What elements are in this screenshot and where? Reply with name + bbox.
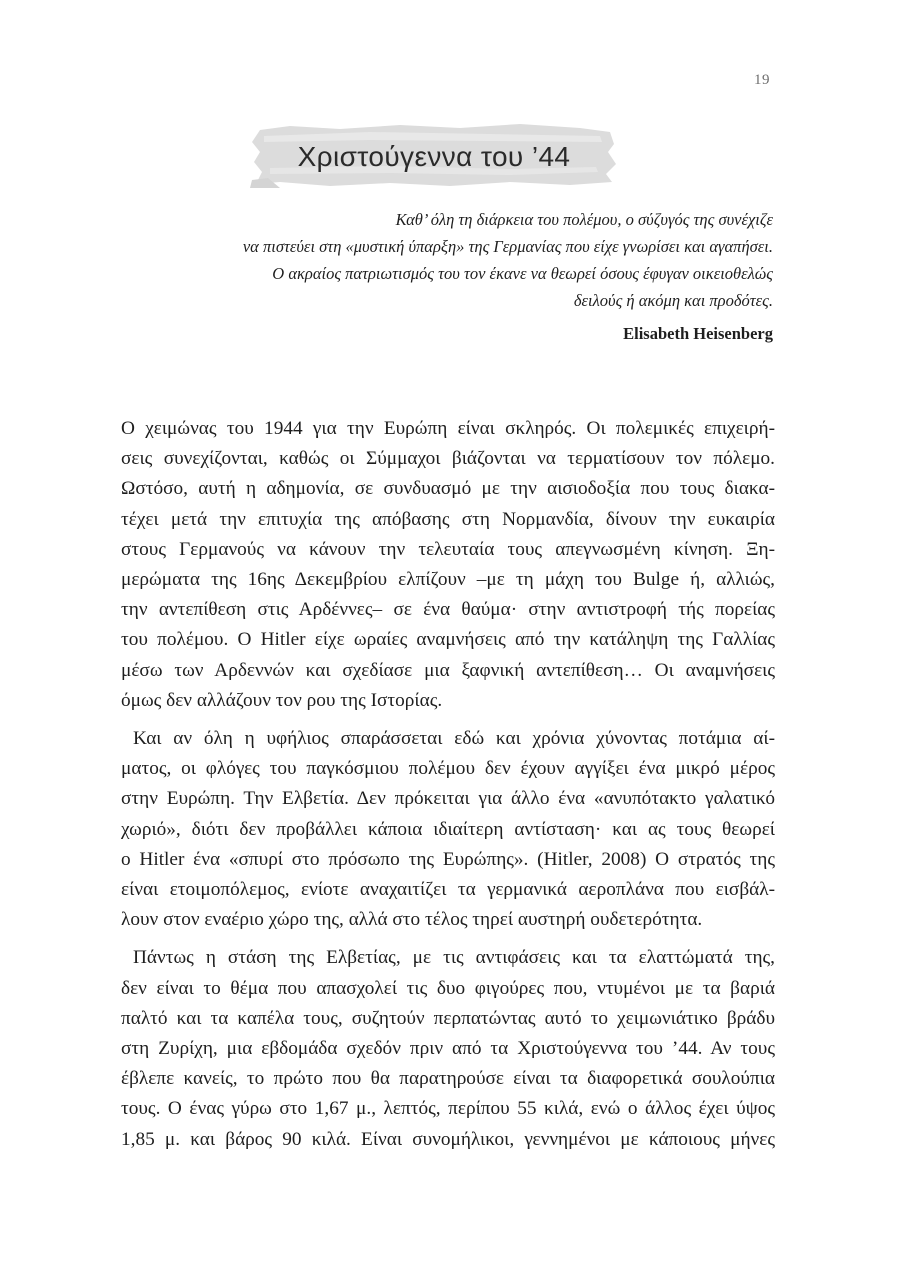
text-line: τους. Ο ένας γύρω στο 1,67 μ., λεπτός, περίπου 55 κιλά, ενώ ο άλλος έχει ύψος — [121, 1098, 775, 1120]
paragraph-1 — [121, 414, 775, 716]
text-line: μερώματα της 16ης Δεκεμβρίου ελπίζουν –με τη μάχη του Bulge ή, αλλιώς, — [121, 569, 775, 591]
text-line: του πολέμου. Ο Hitler είχε ωραίες αναμνήσεις από την κατάληψη της Γαλλίας — [121, 629, 775, 651]
text-line: 1,85 μ. και βάρος 90 κιλά. Είναι συνομήλικοι, γεννημένοι με κάποιους μήνες — [121, 1128, 775, 1150]
text-line: είναι ετοιμοπόλεμος, ενίοτε αναχαιτίζει τα γερμανικά αεροπλάνα που εισβάλ- — [121, 879, 775, 901]
text-line: Πάντως η στάση της Ελβετίας, με τις αντιφάσεις και τα ελαττώματά της, — [133, 947, 775, 969]
text-line: όμως δεν αλλάζουν τον ρου της Ιστορίας. — [121, 689, 443, 711]
text-line: έβλεπε κανείς, το πρώτο που θα παρατηρούσε είναι τα διαφορετικά σουλούπια — [121, 1068, 775, 1090]
text-line: Ωστόσο, αυτή η αδημονία, σε συνδυασμό με την αισιοδοξία που τους διακα- — [121, 478, 775, 500]
text-line: ο Hitler ένα «σπυρί στο πρόσωπο της Ευρώπης». (Hitler, 2008) Ο στρατός της — [121, 848, 775, 870]
text-line: Και αν όλη η υφήλιος σπαράσσεται εδώ και χρόνια χύνοντας ποτάμια αί- — [133, 728, 775, 750]
text-line: δεν είναι το θέμα που απασχολεί τις δυο φιγούρες που, ντυμένοι με τα βαριά — [121, 977, 775, 999]
epigraph — [113, 206, 773, 347]
text-line: Ο χειμώνας του 1944 για την Ευρώπη είναι σκληρός. Οι πολεμικές επιχειρή- — [121, 418, 775, 439]
text-line: ματος, οι φλόγες του παγκόσμιου πολέμου δεν έχουν αγγίξει ένα μικρό μέρος — [121, 758, 775, 780]
text-line: στη Ζυρίχη, μια εβδομάδα σχεδόν πριν από τα Χριστούγεννα του ’44. Αν τους — [121, 1038, 775, 1060]
text-line: την αντεπίθεση στις Αρδέννες– σε ένα θαύμα· στην αντιστροφή τής πορείας — [121, 599, 775, 621]
text-line: στην Ευρώπη. Την Ελβετία. Δεν πρόκειται για άλλο ένα «ανυπότακτο γαλατικό — [121, 788, 775, 810]
text-line: τέχει μετά την επιτυχία της απόβασης στη Νορμανδία, δίνουν την ευκαιρία — [121, 508, 775, 530]
chapter-title: Χριστούγεννα του ’44 — [297, 141, 571, 172]
epigraph-line: Καθ’ όλη τη διάρκεια του πολέμου, ο σύζυγός της συνέχιζε — [395, 210, 773, 229]
body-text — [121, 414, 775, 1163]
page-number: 19 — [754, 72, 770, 88]
epigraph-line: δειλούς ή ακόμη και προδότες. — [573, 291, 773, 310]
epigraph-author: Elisabeth Heisenberg — [623, 324, 773, 343]
epigraph-line: Ο ακραίος πατριωτισμός του τον έκανε να θεωρεί όσους έφυγαν οικειοθελώς — [272, 264, 773, 283]
text-line: σεις συνεχίζονται, καθώς οι Σύμμαχοι βιάζονται να τερματίσουν τον πόλεμο. — [121, 448, 775, 470]
paragraph-3 — [121, 943, 775, 1154]
paragraph-2 — [121, 724, 775, 935]
text-line: λουν στον εναέριο χώρο της, αλλά στο τέλος τηρεί αυστηρή ουδετερότητα. — [121, 909, 703, 931]
text-line: μέσω των Αρδεννών και σχεδίασε μια ξαφνική αντεπίθεση… Οι αναμνήσεις — [121, 659, 775, 681]
text-line: παλτό και τα καπέλα τους, συζητούν περπατώντας αυτό το χειμωνιάτικο βράδυ — [121, 1007, 775, 1029]
text-line: στους Γερμανούς να κάνουν την τελευταία τους απεγνωσμένη κίνηση. Ξη- — [121, 538, 775, 560]
chapter-header — [250, 122, 618, 188]
epigraph-line: να πιστεύει στη «μυστική ύπαρξη» της Γερμανίας που είχε γνωρίσει και αγαπήσει. — [242, 237, 773, 256]
text-line: χωριό», διότι δεν προβάλλει κάποια ιδιαίτερη αντίσταση· και ας τους θεωρεί — [121, 818, 775, 840]
